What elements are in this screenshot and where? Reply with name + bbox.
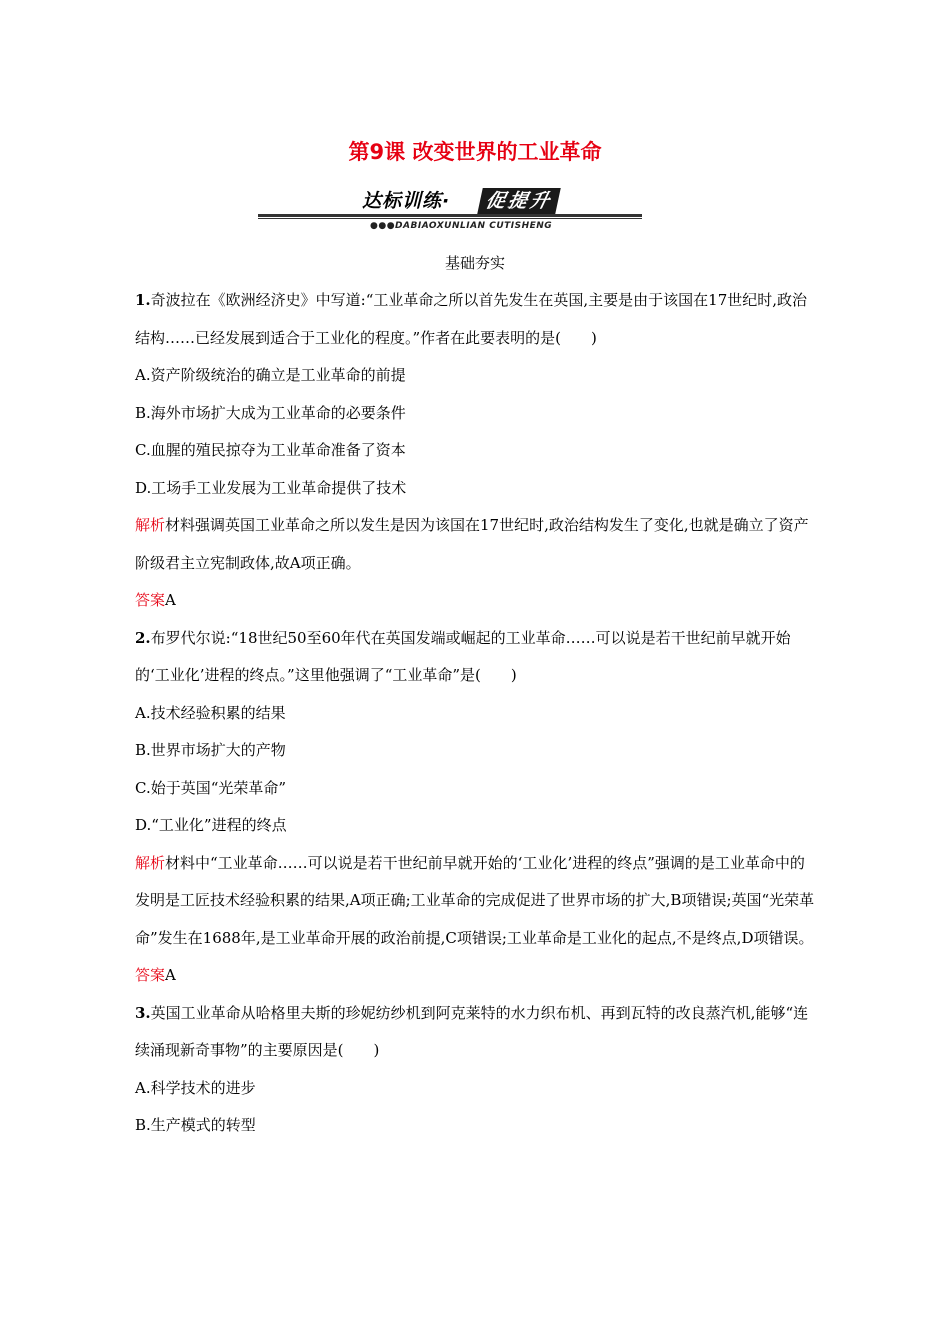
analysis-text: 材料中“工业革命……可以说是若干世纪前早就开始的‘工业化’进程的终点”强调的是工业革命中的发明是工匠技术经验积累的结果,A项正确;工业革命的完成促进了世界市场的扩大,B项错误;英国“光荣革命”发生在1688年,是工业革命开展的政治前提,C项错误;工业革命是工业化的起点,不是终点,D项错误。 bbox=[135, 853, 815, 947]
banner-rule-thin bbox=[258, 218, 642, 219]
question-stem bbox=[135, 995, 817, 1070]
option: D.“工业化”进程的终点 bbox=[135, 816, 287, 834]
question-text: 英国工业革命从哈格里夫斯的珍妮纺纱机到阿克莱特的水力织布机、再到瓦特的改良蒸汽机,能够“连续涌现新奇事物”的主要原因是( ) bbox=[135, 1003, 809, 1059]
question-text: 布罗代尔说:“18世纪50至60年代在英国发端或崛起的工业革命……可以说是若干世纪前早就开始的‘工业化’进程的终点。”这里他强调了“工业革命”是( ) bbox=[135, 628, 791, 684]
analysis-label: 解析 bbox=[135, 516, 166, 534]
banner-rule bbox=[258, 214, 642, 217]
banner-text: 达标训练· bbox=[362, 190, 451, 212]
answer-value: A bbox=[165, 966, 176, 984]
question-stem bbox=[135, 282, 817, 357]
option: C.血腥的殖民掠夺为工业革命准备了资本 bbox=[135, 441, 406, 459]
banner-highlight: 促提升 bbox=[477, 188, 561, 214]
option: B.生产模式的转型 bbox=[135, 1116, 256, 1134]
option: A.技术经验积累的结果 bbox=[135, 703, 286, 722]
section-heading: 基础夯实 bbox=[444, 254, 505, 272]
analysis bbox=[135, 845, 817, 958]
question-stem bbox=[135, 620, 817, 695]
question-text: 奇波拉在《欧洲经济史》中写道:“工业革命之所以首先发生在英国,主要是由于该国在17世纪时,政治结构……已经发展到适合于工业化的程度。”作者在此要表明的是( ) bbox=[135, 291, 808, 347]
option: A.资产阶级统治的确立是工业革命的前提 bbox=[135, 366, 406, 384]
analysis-label: 解析 bbox=[135, 853, 166, 872]
page-title: 第9课 改变世界的工业革命 bbox=[348, 140, 602, 164]
answer-label: 答案 bbox=[135, 966, 166, 984]
question-number: 3. bbox=[135, 1003, 151, 1022]
analysis-text: 材料强调英国工业革命之所以发生是因为该国在17世纪时,政治结构发生了变化,也就是确立了资产阶级君主立宪制政体,故A项正确。 bbox=[135, 516, 809, 572]
option: C.始于英国“光荣革命” bbox=[135, 778, 287, 797]
option: B.世界市场扩大的产物 bbox=[135, 741, 286, 759]
option: D.工场手工业发展为工业革命提供了技术 bbox=[135, 478, 407, 497]
banner-subtitle: ●●●DABIAOXUNLIAN CUTISHENG bbox=[370, 221, 553, 231]
answer bbox=[135, 957, 817, 995]
question-number: 2. bbox=[135, 628, 151, 647]
section-banner bbox=[258, 186, 642, 234]
answer-label: 答案 bbox=[135, 591, 166, 609]
answer-value: A bbox=[165, 591, 176, 609]
analysis bbox=[135, 507, 817, 582]
question-number: 1. bbox=[135, 291, 151, 309]
option: B.海外市场扩大成为工业革命的必要条件 bbox=[135, 403, 406, 422]
answer bbox=[135, 582, 817, 620]
option: A.科学技术的进步 bbox=[135, 1078, 256, 1097]
question-list bbox=[135, 282, 817, 1145]
